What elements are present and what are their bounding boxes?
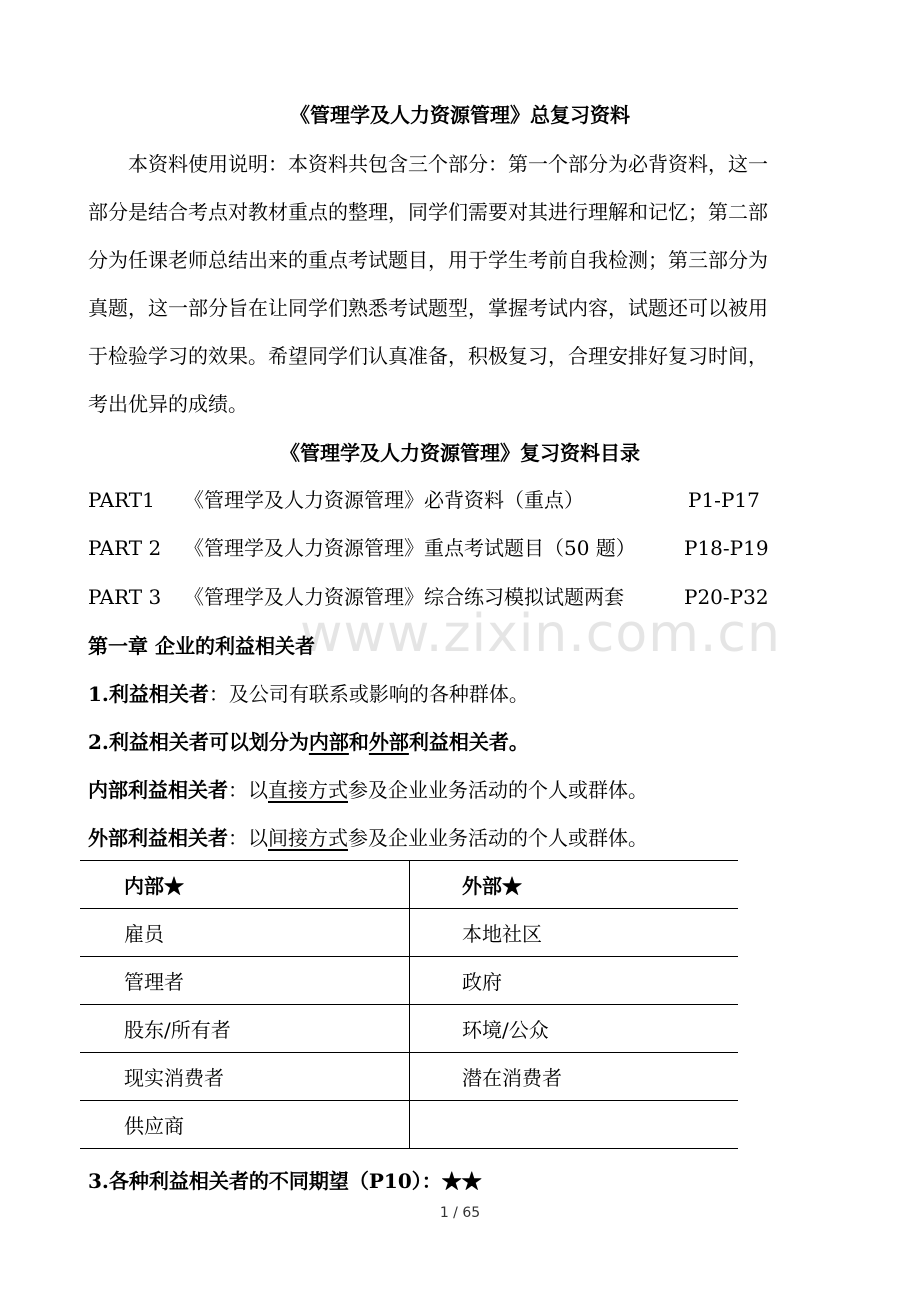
intro-line: 分为任课老师总结出来的重点考试题目，用于学生考前自我检测；第三部分为	[88, 248, 768, 272]
table-row	[80, 1005, 738, 1053]
internal-label: 内部利益相关者	[88, 778, 228, 802]
item-2	[88, 728, 529, 756]
toc-part: PART 2	[88, 536, 162, 560]
intro-line: 本资料使用说明：本资料共包含三个部分：第一个部分为必背资料，这一	[128, 152, 768, 176]
table-cell: 供应商	[80, 1101, 410, 1149]
item-1-text: ：及公司有联系或影响的各种群体。	[208, 682, 529, 706]
toc-pages: P1-P17	[688, 488, 760, 512]
toc-part: PART 3	[88, 585, 162, 609]
table-header-external: 外部★	[410, 861, 739, 909]
internal-pre: ：以	[228, 778, 268, 802]
toc-desc: 《管理学及人力资源管理》综合练习模拟试题两套	[184, 585, 624, 609]
table-cell: 本地社区	[410, 909, 739, 957]
item-2-suffix: 利益相关者。	[408, 730, 529, 754]
intro-line: 于检验学习的效果。希望同学们认真准备，积极复习，合理安排好复习时间，	[88, 344, 768, 368]
toc-entry	[88, 583, 624, 611]
item-1-label: 1.利益相关者	[88, 682, 209, 706]
table-cell: 雇员	[80, 909, 410, 957]
toc-desc: 《管理学及人力资源管理》必背资料（重点）	[184, 488, 584, 512]
internal-definition	[88, 776, 648, 804]
external-post: 参及企业业务活动的个人或群体。	[348, 826, 648, 850]
item-2-inner: 内部	[308, 730, 349, 754]
toc-entry	[88, 486, 584, 514]
internal-post: 参及企业业务活动的个人或群体。	[348, 778, 648, 802]
table-cell	[410, 1101, 739, 1149]
document-title: 《管理学及人力资源管理》总复习资料	[290, 103, 630, 127]
table-row	[80, 1053, 738, 1101]
item-2-outer: 外部	[368, 730, 409, 754]
external-pre: ：以	[228, 826, 268, 850]
toc-entry	[88, 534, 636, 562]
stakeholder-table	[80, 860, 738, 1149]
external-label: 外部利益相关者	[88, 826, 228, 850]
intro-line: 真题，这一部分旨在让同学们熟悉考试题型，掌握考试内容，试题还可以被用	[88, 296, 768, 320]
table-cell: 政府	[410, 957, 739, 1005]
item-2-and: 和	[348, 730, 369, 754]
watermark: www.zixin.com.cn	[300, 604, 781, 664]
table-cell: 潜在消费者	[410, 1053, 739, 1101]
item-1	[88, 680, 529, 708]
intro-line: 部分是结合考点对教材重点的整理，同学们需要对其进行理解和记忆；第二部	[88, 200, 768, 224]
table-cell: 环境/公众	[410, 1005, 739, 1053]
item-3: 3.各种利益相关者的不同期望（P10）：★★	[88, 1169, 482, 1193]
toc-desc: 《管理学及人力资源管理》重点考试题目（50 题）	[184, 536, 636, 560]
external-definition	[88, 824, 648, 852]
table-row	[80, 957, 738, 1005]
external-underlined: 间接方式	[268, 826, 348, 850]
item-2-prefix: 2.利益相关者可以划分为	[88, 730, 309, 754]
table-header-row	[80, 861, 738, 909]
table-header-internal: 内部★	[80, 861, 410, 909]
toc-pages: P20-P32	[684, 585, 769, 609]
table-cell: 股东/所有者	[80, 1005, 410, 1053]
chapter-title: 第一章 企业的利益相关者	[88, 634, 315, 658]
internal-underlined: 直接方式	[268, 778, 348, 802]
toc-part: PART1	[88, 488, 155, 512]
toc-pages: P18-P19	[684, 536, 769, 560]
table-cell: 管理者	[80, 957, 410, 1005]
toc-title: 《管理学及人力资源管理》复习资料目录	[280, 441, 640, 465]
intro-line: 考出优异的成绩。	[88, 392, 248, 416]
table-row	[80, 1101, 738, 1149]
intro-paragraph	[88, 140, 828, 428]
page-number: 1 / 65	[439, 1205, 481, 1221]
table-row	[80, 909, 738, 957]
table-cell: 现实消费者	[80, 1053, 410, 1101]
